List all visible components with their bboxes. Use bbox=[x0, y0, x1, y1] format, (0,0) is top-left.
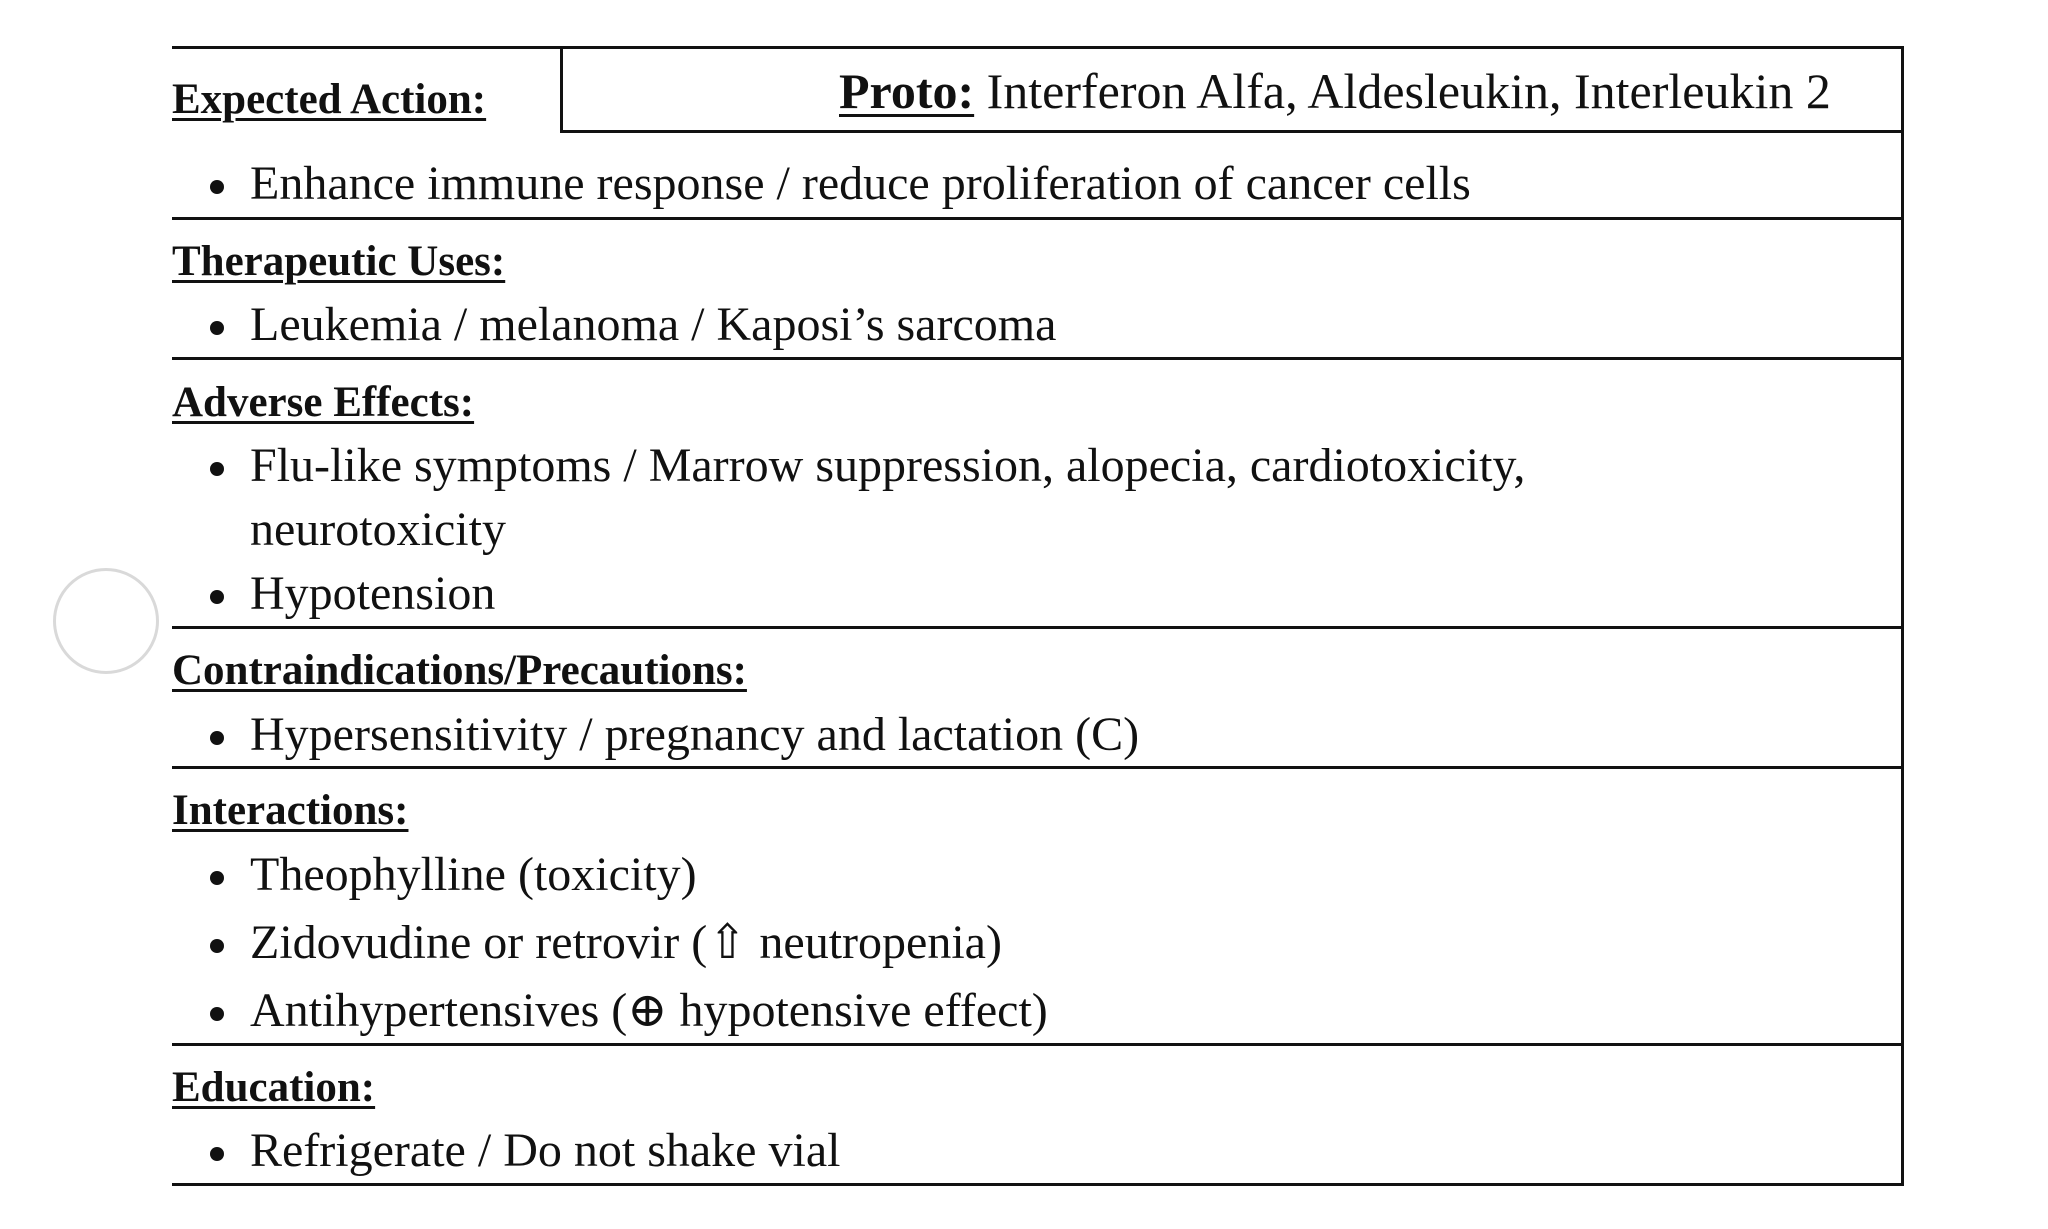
list-item: Refrigerate / Do not shake vial bbox=[250, 1127, 840, 1175]
border-proto-left bbox=[560, 46, 563, 132]
list-item: Flu-like symptoms / Marrow suppression, alopecia, cardiotoxicity, bbox=[250, 442, 1525, 490]
expected-action-heading: Expected Action: bbox=[172, 76, 487, 123]
adverse-effects-heading: Adverse Effects: bbox=[172, 379, 475, 426]
border-bottom bbox=[172, 1183, 1904, 1186]
bullet-dot bbox=[210, 1147, 224, 1161]
bullet-dot bbox=[210, 939, 224, 953]
border-top bbox=[172, 46, 1904, 49]
list-item: Enhance immune response / reduce proliferation of cancer cells bbox=[250, 160, 1471, 208]
divider-4 bbox=[172, 766, 1904, 769]
list-item: Theophylline (toxicity) bbox=[250, 851, 697, 899]
bullet-dot bbox=[210, 462, 224, 476]
proto-label: Proto: bbox=[839, 63, 975, 119]
list-item: Hypotension bbox=[250, 570, 495, 618]
divider-2 bbox=[172, 357, 1904, 360]
list-item: Antihypertensives (⊕ hypotensive effect) bbox=[250, 987, 1048, 1035]
list-item: Zidovudine or retrovir (⇧ neutropenia) bbox=[250, 919, 1002, 967]
bullet-dot bbox=[210, 590, 224, 604]
list-item-continuation: neurotoxicity bbox=[250, 503, 506, 556]
interactions-heading: Interactions: bbox=[172, 787, 409, 834]
bullet-dot bbox=[210, 871, 224, 885]
contraindications-heading: Contraindications/Precautions: bbox=[172, 647, 747, 694]
proto-line bbox=[839, 63, 1831, 119]
list-item: Leukemia / melanoma / Kaposi’s sarcoma bbox=[250, 301, 1056, 349]
divider-1 bbox=[172, 217, 1904, 220]
education-heading: Education: bbox=[172, 1064, 376, 1111]
bullet-dot bbox=[210, 321, 224, 335]
circle-handle-icon[interactable] bbox=[53, 568, 159, 674]
drug-card bbox=[172, 46, 1904, 1186]
proto-value: Interferon Alfa, Aldesleukin, Interleukin 2 bbox=[974, 63, 1831, 119]
list-item: Hypersensitivity / pregnancy and lactation (C) bbox=[250, 711, 1139, 759]
bullet-dot bbox=[210, 180, 224, 194]
bullet-dot bbox=[210, 731, 224, 745]
border-proto-bottom bbox=[560, 130, 1904, 133]
bullet-dot bbox=[210, 1007, 224, 1021]
therapeutic-uses-heading: Therapeutic Uses: bbox=[172, 238, 506, 285]
divider-5 bbox=[172, 1043, 1904, 1046]
divider-3 bbox=[172, 626, 1904, 629]
